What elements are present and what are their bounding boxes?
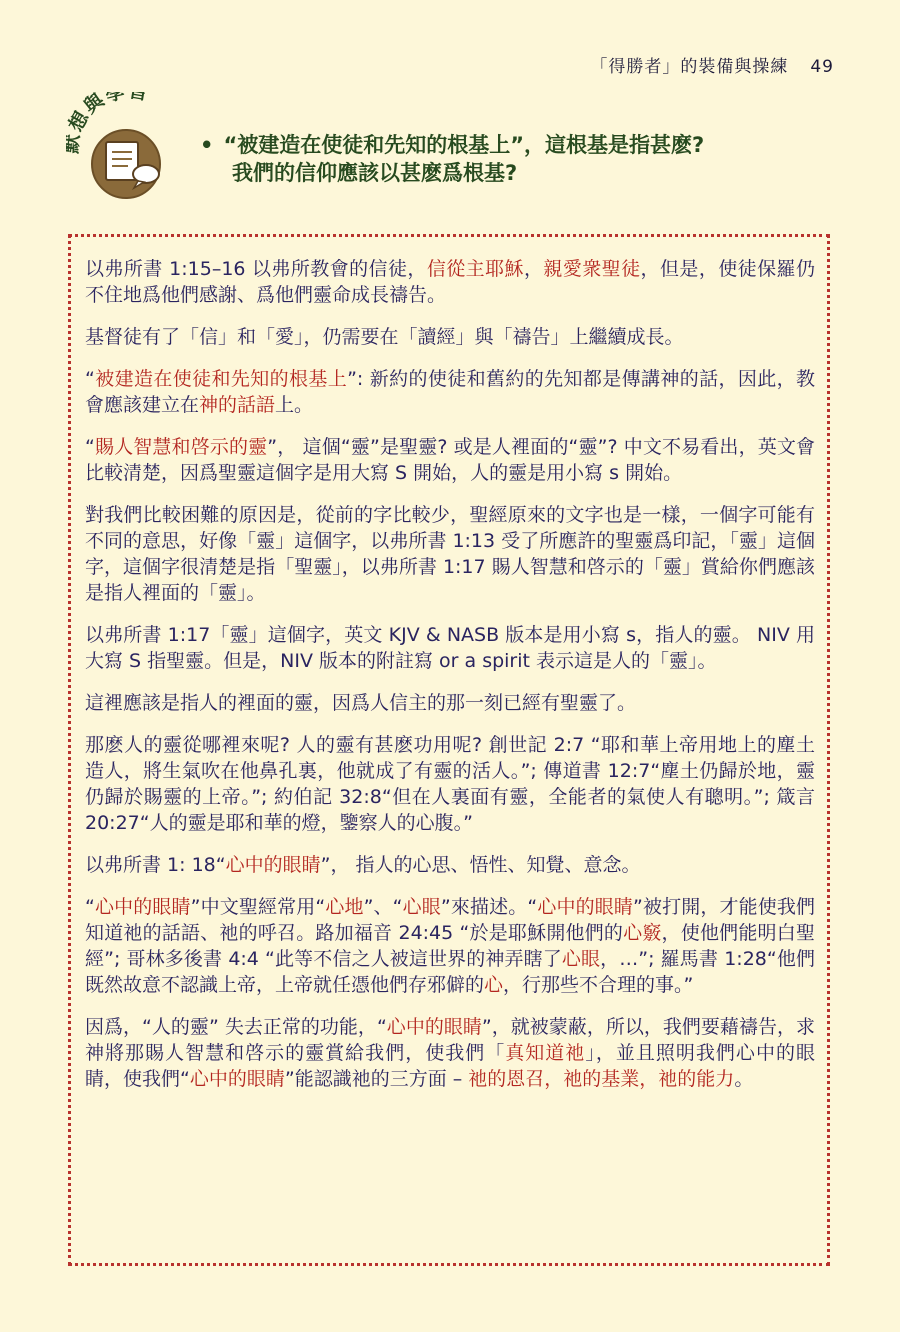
body-text: ，但是，使徒保羅仍不住地爲他們感謝、爲他們靈命成長禱告。	[85, 258, 815, 306]
paragraph	[85, 622, 815, 674]
chapter-title: 「得勝者」的裝備與操練	[590, 57, 789, 77]
paragraph	[85, 732, 815, 836]
paragraph	[85, 894, 815, 998]
paragraph	[85, 366, 815, 418]
content-body	[85, 256, 815, 1108]
body-text: ”: 新約的使徒和舊約的先知都是傳講神的話，因此，教會應該建立在	[85, 368, 815, 416]
highlight-text: 被建造在使徒和先知的根基上	[94, 368, 348, 390]
body-text: 上。	[275, 394, 314, 416]
body-text: ”， 指人的心思、悟性、知覺、意念。	[320, 854, 641, 876]
highlight-text: 心中的眼睛	[189, 1068, 285, 1090]
body-text: 對我們比較困難的原因是，從前的字比較少，聖經原來的文字也是一樣，一個字可能有不同的意思，好像「靈」這個字，以弗所書 1:13 受了所應許的聖靈爲印記，「靈」這個字，這個字很清楚是指「聖靈」，以弗所書 1:17 賜人智慧和啓示的「靈」賞給你們應該是指人裡面的「靈」。	[85, 504, 815, 604]
highlight-text: 賜人智慧和啓示的靈	[94, 436, 268, 458]
body-text: ，行那些不合理的事。”	[503, 974, 694, 996]
paragraph	[85, 324, 815, 350]
body-text: ”來描述。“	[440, 896, 538, 918]
highlight-text: 心眼	[561, 948, 601, 970]
body-text: 這裡應該是指人的裡面的靈，因爲人信主的那一刻已經有聖靈了。	[85, 692, 637, 714]
body-text: ，使他們能明白聖經”; 哥林多後書 4:4 “此等不信之人被這世界的神弄瞎了	[85, 922, 815, 970]
question-bullet: •	[200, 133, 214, 157]
highlight-text: 祂的恩召，祂的基業，祂的能力	[468, 1068, 735, 1090]
meditation-question	[200, 131, 840, 187]
body-text: ”， 這個“靈”是聖靈? 或是人裡面的“靈”? 中文不易看出，英文會比較清楚，因爲聖靈這個字是用大寫 S 開始，人的靈是用小寫 s 開始。	[85, 436, 815, 484]
body-text: 。	[734, 1068, 754, 1090]
body-text: 那麽人的靈從哪裡來呢? 人的靈有甚麽功用呢? 創世記 2:7 “耶和華上帝用地上的塵土造人，將生氣吹在他鼻孔裏，他就成了有靈的活人。”; 傳道書 12:7“塵土仍歸於地，靈仍歸於賜靈的上帝。”; 約伯記 32:8“但在人裏面有靈，全能者的氣使人有聰明。”; 箴言 20:27“人的靈是耶和華的燈，鑒察人的心腹。”	[85, 734, 815, 834]
highlight-text: 心中的眼睛	[537, 896, 634, 918]
body-text: 因爲，“人的靈” 失去正常的功能，“	[85, 1016, 387, 1038]
body-text: ”能認識祂的三方面 –	[284, 1068, 469, 1090]
highlight-text: 親愛衆聖徒	[543, 258, 641, 280]
body-text: 以弗所書 1: 18“	[85, 854, 226, 876]
highlight-text: 心中的眼睛	[386, 1016, 482, 1038]
question-line-2: 我們的信仰應該以甚麽爲根基?	[232, 161, 518, 185]
page-number: 49	[810, 57, 834, 77]
book-chat-icon	[66, 92, 196, 202]
body-text: ”中文聖經常用“	[190, 896, 326, 918]
body-text: 基督徒有了「信」和「愛」，仍需要在「讀經」與「禱告」上繼續成長。	[85, 326, 684, 348]
paragraph	[85, 852, 815, 878]
paragraph	[85, 1014, 815, 1092]
paragraph	[85, 256, 815, 308]
body-text: ”被打開，才能使我們知道祂的話語、祂的呼召。路加福音 24:45 “於是耶穌開他們的	[85, 896, 815, 944]
body-text: 以弗所書 1:17「靈」這個字，英文 KJV & NASB 版本是用小寫 s，指人的靈。 NIV 用大寫 S 指聖靈。但是，NIV 版本的附註寫 or a spirit 表示這是人的「靈」。	[85, 624, 815, 672]
badge-label: 想與學習	[66, 92, 152, 136]
running-header	[590, 52, 834, 77]
body-text: 以弗所書 1:15–16 以弗所教會的信徒，	[85, 258, 427, 280]
body-text: ”、“	[363, 896, 403, 918]
highlight-text: 神的話語	[199, 394, 276, 416]
highlight-text: 真知道祂	[505, 1042, 586, 1064]
body-text: ，…”; 羅馬書 1:28“他們既然故意不認識上帝，上帝就任憑他們存邪僻的	[85, 948, 815, 996]
highlight-text: 心地	[325, 896, 364, 918]
highlight-text: 心	[484, 974, 504, 996]
highlight-text: 心中的眼睛	[225, 854, 321, 876]
highlight-text: 心中的眼睛	[94, 896, 191, 918]
body-text: 」，並且照明我們心中的眼睛，使我們“	[85, 1042, 815, 1090]
highlight-text: 心竅	[623, 922, 662, 944]
body-text: “	[85, 896, 95, 918]
meditation-badge	[66, 92, 196, 202]
paragraph	[85, 690, 815, 716]
body-text: ”，就被蒙蔽，所以，我們要藉禱告，求神將那賜人智慧和啓示的靈賞給我們，使我們「	[85, 1016, 815, 1064]
body-text: ，	[523, 258, 544, 280]
highlight-text: 心眼	[402, 896, 441, 918]
body-text: “	[85, 368, 95, 390]
question-line-1: “被建造在使徒和先知的根基上”，這根基是指甚麽?	[223, 133, 705, 157]
body-text: “	[85, 436, 95, 458]
highlight-text: 信從主耶穌	[426, 258, 524, 280]
paragraph	[85, 502, 815, 606]
paragraph	[85, 434, 815, 486]
